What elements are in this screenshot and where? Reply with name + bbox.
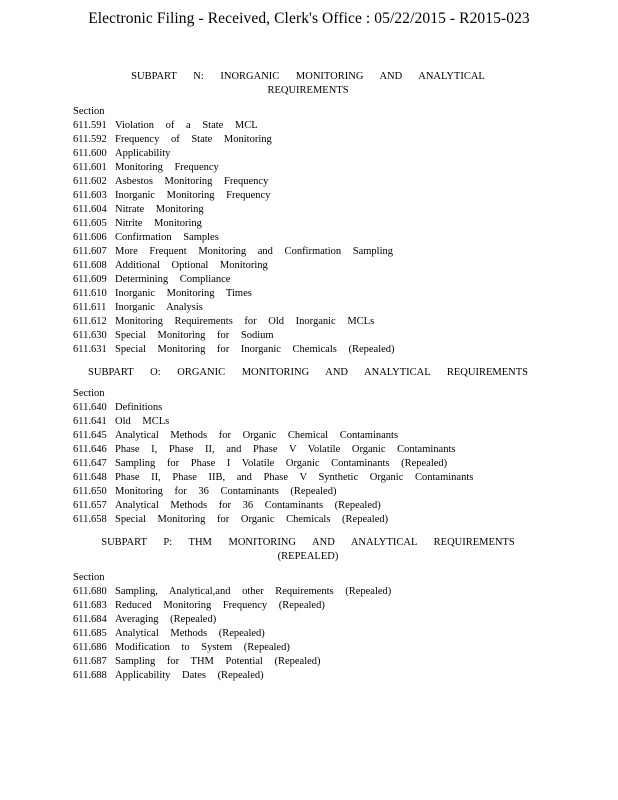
section-entry: [73, 599, 543, 613]
section-entry: [73, 133, 543, 147]
section-title: Old MCLs: [115, 416, 170, 427]
section-entry: [73, 429, 543, 443]
section-entry: [73, 669, 543, 683]
section-entry: [73, 161, 543, 175]
section-entry: [73, 259, 543, 273]
section-title: Inorganic Monitoring Frequency: [115, 190, 271, 201]
section-title: Analytical Methods (Repealed): [115, 628, 265, 639]
section-title: Special Monitoring for Inorganic Chemicals (Repealed): [115, 344, 395, 355]
section-entry: [73, 245, 543, 259]
section-number: 611.646: [73, 444, 107, 455]
section-label: Section: [73, 106, 105, 117]
section-title: Sampling for Phase I Volatile Organic Contaminants (Repealed): [115, 458, 448, 469]
section-number: 611.658: [73, 514, 107, 525]
section-list: [73, 585, 543, 683]
section-number: 611.684: [73, 614, 107, 625]
section-number: 611.640: [73, 402, 107, 413]
section-entry: [73, 613, 543, 627]
section-entry: [73, 301, 543, 315]
section-number: 611.592: [73, 134, 107, 145]
section-number: 611.686: [73, 642, 107, 653]
section-entry: [73, 287, 543, 301]
section-entry: [73, 499, 543, 513]
section-title: Applicability: [115, 148, 171, 159]
section-entry: [73, 457, 543, 471]
section-title: Modification to System (Repealed): [115, 642, 290, 653]
section-number: 611.630: [73, 330, 107, 341]
section-entry: [73, 471, 543, 485]
section-number: 611.600: [73, 148, 107, 159]
section-entry: [73, 329, 543, 343]
section-entry: [73, 585, 543, 599]
section-title: Special Monitoring for Organic Chemicals (Repealed): [115, 514, 389, 525]
subpart-heading: SUBPART O: ORGANIC MONITORING AND ANALYTICAL REQUIREMENTS: [88, 367, 528, 378]
section-number: 611.610: [73, 288, 107, 299]
section-number: 611.602: [73, 176, 107, 187]
section-title: Reduced Monitoring Frequency (Repealed): [115, 600, 325, 611]
section-title: Definitions: [115, 402, 163, 413]
section-entry: [73, 147, 543, 161]
section-entry: [73, 485, 543, 499]
section-title: Phase I, Phase II, and Phase V Volatile Organic Contaminants: [115, 444, 456, 455]
subpart-heading: SUBPART P: THM MONITORING AND ANALYTICAL REQUIREMENTS (REPEALED): [101, 537, 515, 562]
subpart-heading: SUBPART N: INORGANIC MONITORING AND ANALYTICAL REQUIREMENTS: [131, 71, 485, 96]
section-title: Monitoring Frequency: [115, 162, 219, 173]
section-title: Inorganic Analysis: [115, 302, 203, 313]
document-body: [73, 70, 543, 683]
section-title: Analytical Methods for 36 Contaminants (Repealed): [115, 500, 381, 511]
subpart-o: [73, 366, 543, 527]
subpart-p: [73, 536, 543, 683]
section-entry: [73, 641, 543, 655]
section-title: Frequency of State Monitoring: [115, 134, 272, 145]
section-title: Determining Compliance: [115, 274, 231, 285]
section-number: 611.611: [73, 302, 107, 313]
section-number: 611.608: [73, 260, 107, 271]
section-entry: [73, 273, 543, 287]
section-entry: [73, 203, 543, 217]
section-number: 611.612: [73, 316, 107, 327]
section-number: 611.601: [73, 162, 107, 173]
section-number: 611.645: [73, 430, 107, 441]
section-number: 611.687: [73, 656, 107, 667]
section-number: 611.650: [73, 486, 107, 497]
section-title: Nitrate Monitoring: [115, 204, 204, 215]
section-title: Confirmation Samples: [115, 232, 219, 243]
section-number: 611.688: [73, 670, 107, 681]
section-title: Sampling for THM Potential (Repealed): [115, 656, 321, 667]
section-title: Asbestos Monitoring Frequency: [115, 176, 269, 187]
section-number: 611.607: [73, 246, 107, 257]
section-entry: [73, 189, 543, 203]
section-title: Special Monitoring for Sodium: [115, 330, 274, 341]
section-title: Analytical Methods for Organic Chemical Contaminants: [115, 430, 399, 441]
section-number: 611.591: [73, 120, 107, 131]
section-number: 611.647: [73, 458, 107, 469]
section-title: Monitoring Requirements for Old Inorganic MCLs: [115, 316, 375, 327]
section-entry: [73, 231, 543, 245]
section-number: 611.631: [73, 344, 107, 355]
section-title: Applicability Dates (Repealed): [115, 670, 264, 681]
section-number: 611.609: [73, 274, 107, 285]
section-title: Violation of a State MCL: [115, 120, 258, 131]
section-entry: [73, 217, 543, 231]
section-number: 611.606: [73, 232, 107, 243]
section-title: More Frequent Monitoring and Confirmation Sampling: [115, 246, 394, 257]
section-title: Additional Optional Monitoring: [115, 260, 268, 271]
section-entry: [73, 443, 543, 457]
section-title: Averaging (Repealed): [115, 614, 217, 625]
section-number: 611.648: [73, 472, 107, 483]
section-list: [73, 401, 543, 527]
filing-stamp: Electronic Filing - Received, Clerk's Office : 05/22/2015 - R2015-023: [88, 10, 530, 27]
section-number: 611.603: [73, 190, 107, 201]
section-number: 611.657: [73, 500, 107, 511]
section-title: Inorganic Monitoring Times: [115, 288, 252, 299]
section-title: Nitrite Monitoring: [115, 218, 202, 229]
section-entry: [73, 655, 543, 669]
section-entry: [73, 315, 543, 329]
section-entry: [73, 343, 543, 357]
section-entry: [73, 415, 543, 429]
section-number: 611.605: [73, 218, 107, 229]
section-number: 611.685: [73, 628, 107, 639]
section-list: [73, 119, 543, 357]
section-entry: [73, 175, 543, 189]
section-number: 611.680: [73, 586, 107, 597]
section-entry: [73, 513, 543, 527]
section-number: 611.641: [73, 416, 107, 427]
section-entry: [73, 119, 543, 133]
subpart-n: [73, 70, 543, 357]
section-title: Sampling, Analytical,and other Requirements (Repealed): [115, 586, 392, 597]
section-label: Section: [73, 572, 105, 583]
section-number: 611.683: [73, 600, 107, 611]
section-title: Phase II, Phase IIB, and Phase V Synthetic Organic Contaminants: [115, 472, 474, 483]
section-label: Section: [73, 388, 105, 399]
section-number: 611.604: [73, 204, 107, 215]
section-entry: [73, 627, 543, 641]
section-entry: [73, 401, 543, 415]
section-title: Monitoring for 36 Contaminants (Repealed): [115, 486, 337, 497]
